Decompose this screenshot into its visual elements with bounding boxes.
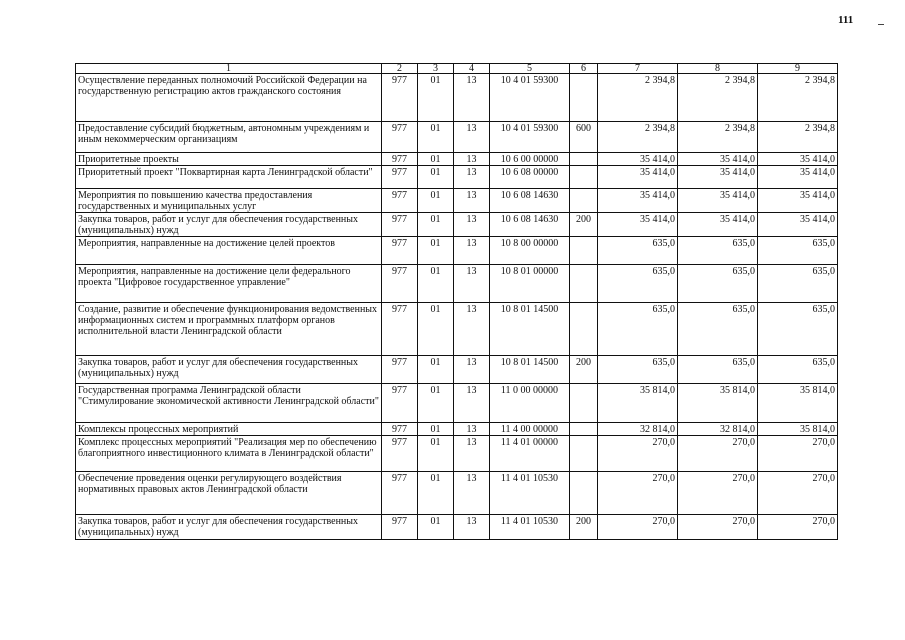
amount-col9-cell: 270,0 <box>758 472 838 515</box>
row-name-cell: Комплексы процессных мероприятий <box>76 423 382 436</box>
code-subsection-cell: 13 <box>454 122 490 153</box>
table-row <box>76 356 838 384</box>
amount-col8-cell: 635,0 <box>678 265 758 303</box>
amount-col9-cell: 635,0 <box>758 237 838 265</box>
code-subsection-cell: 13 <box>454 423 490 436</box>
row-name-cell: Приоритетный проект "Поквартирная карта Ленинградской области" <box>76 166 382 189</box>
code-admin-cell: 977 <box>382 423 418 436</box>
code-target-cell: 10 6 08 14630 <box>490 213 570 237</box>
row-name-cell: Мероприятия, направленные на достижение целей проектов <box>76 237 382 265</box>
code-subsection-cell: 13 <box>454 166 490 189</box>
amount-col8-cell: 35 414,0 <box>678 166 758 189</box>
amount-col7-cell: 35 414,0 <box>598 213 678 237</box>
code-section-cell: 01 <box>418 303 454 356</box>
header-row <box>76 64 838 74</box>
code-expense-type-cell <box>570 153 598 166</box>
amount-col8-cell: 35 414,0 <box>678 153 758 166</box>
code-section-cell: 01 <box>418 122 454 153</box>
code-target-cell: 10 6 08 14630 <box>490 189 570 213</box>
code-subsection-cell: 13 <box>454 189 490 213</box>
code-admin-cell: 977 <box>382 472 418 515</box>
code-target-cell: 10 8 01 00000 <box>490 265 570 303</box>
row-name-cell: Приоритетные проекты <box>76 153 382 166</box>
row-name-cell: Осуществление переданных полномочий Российской Федерации на государственную регистрацию актов гражданского состояния <box>76 74 382 122</box>
amount-col7-cell: 635,0 <box>598 303 678 356</box>
amount-col9-cell: 35 414,0 <box>758 213 838 237</box>
table-row <box>76 436 838 472</box>
code-expense-type-cell <box>570 472 598 515</box>
amount-col9-cell: 35 414,0 <box>758 189 838 213</box>
amount-col8-cell: 270,0 <box>678 472 758 515</box>
table-row <box>76 472 838 515</box>
code-target-cell: 11 0 00 00000 <box>490 384 570 423</box>
table-row <box>76 153 838 166</box>
budget-table <box>75 63 838 540</box>
code-target-cell: 10 4 01 59300 <box>490 74 570 122</box>
code-target-cell: 10 6 08 00000 <box>490 166 570 189</box>
code-admin-cell: 977 <box>382 189 418 213</box>
amount-col7-cell: 635,0 <box>598 237 678 265</box>
code-section-cell: 01 <box>418 356 454 384</box>
code-expense-type-cell: 200 <box>570 356 598 384</box>
table-row <box>76 189 838 213</box>
amount-col9-cell: 635,0 <box>758 265 838 303</box>
code-target-cell: 10 8 01 14500 <box>490 356 570 384</box>
row-name-cell: Закупка товаров, работ и услуг для обеспечения государственных (муниципальных) нужд <box>76 213 382 237</box>
code-expense-type-cell <box>570 436 598 472</box>
code-expense-type-cell <box>570 303 598 356</box>
code-expense-type-cell <box>570 423 598 436</box>
header-cell: 4 <box>454 64 490 74</box>
code-target-cell: 11 4 01 10530 <box>490 515 570 540</box>
amount-col8-cell: 635,0 <box>678 237 758 265</box>
code-admin-cell: 977 <box>382 153 418 166</box>
amount-col9-cell: 635,0 <box>758 356 838 384</box>
header-cell: 8 <box>678 64 758 74</box>
row-name-cell: Государственная программа Ленинградской области "Стимулирование экономической активности Ленинградской области" <box>76 384 382 423</box>
code-subsection-cell: 13 <box>454 472 490 515</box>
row-name-cell: Закупка товаров, работ и услуг для обеспечения государственных (муниципальных) нужд <box>76 356 382 384</box>
table-row <box>76 423 838 436</box>
code-admin-cell: 977 <box>382 356 418 384</box>
page-number: 111 <box>838 14 854 26</box>
amount-col7-cell: 635,0 <box>598 356 678 384</box>
amount-col7-cell: 32 814,0 <box>598 423 678 436</box>
code-section-cell: 01 <box>418 153 454 166</box>
amount-col9-cell: 35 814,0 <box>758 384 838 423</box>
code-section-cell: 01 <box>418 515 454 540</box>
header-cell: 3 <box>418 64 454 74</box>
code-section-cell: 01 <box>418 384 454 423</box>
code-section-cell: 01 <box>418 74 454 122</box>
amount-col7-cell: 270,0 <box>598 436 678 472</box>
code-section-cell: 01 <box>418 472 454 515</box>
code-subsection-cell: 13 <box>454 213 490 237</box>
amount-col8-cell: 635,0 <box>678 303 758 356</box>
row-name-cell: Предоставление субсидий бюджетным, автономным учреждениям и иным некоммерческим организациям <box>76 122 382 153</box>
amount-col9-cell: 35 814,0 <box>758 423 838 436</box>
code-expense-type-cell: 600 <box>570 122 598 153</box>
amount-col7-cell: 35 814,0 <box>598 384 678 423</box>
amount-col7-cell: 2 394,8 <box>598 74 678 122</box>
code-section-cell: 01 <box>418 265 454 303</box>
amount-col7-cell: 2 394,8 <box>598 122 678 153</box>
code-subsection-cell: 13 <box>454 265 490 303</box>
code-admin-cell: 977 <box>382 384 418 423</box>
code-expense-type-cell <box>570 265 598 303</box>
amount-col8-cell: 35 414,0 <box>678 213 758 237</box>
code-subsection-cell: 13 <box>454 303 490 356</box>
amount-col9-cell: 270,0 <box>758 515 838 540</box>
header-cell: 1 <box>76 64 382 74</box>
amount-col7-cell: 270,0 <box>598 515 678 540</box>
code-expense-type-cell <box>570 74 598 122</box>
code-expense-type-cell: 200 <box>570 515 598 540</box>
code-admin-cell: 977 <box>382 265 418 303</box>
code-target-cell: 10 6 00 00000 <box>490 153 570 166</box>
amount-col8-cell: 635,0 <box>678 356 758 384</box>
amount-col8-cell: 32 814,0 <box>678 423 758 436</box>
table-row <box>76 166 838 189</box>
code-admin-cell: 977 <box>382 166 418 189</box>
margin-mark <box>878 24 884 25</box>
row-name-cell: Мероприятия по повышению качества предоставления государственных и муниципальных услуг <box>76 189 382 213</box>
code-admin-cell: 977 <box>382 303 418 356</box>
code-subsection-cell: 13 <box>454 436 490 472</box>
code-target-cell: 10 8 00 00000 <box>490 237 570 265</box>
code-admin-cell: 977 <box>382 213 418 237</box>
table-row <box>76 122 838 153</box>
code-admin-cell: 977 <box>382 122 418 153</box>
header-cell: 7 <box>598 64 678 74</box>
amount-col8-cell: 270,0 <box>678 515 758 540</box>
code-section-cell: 01 <box>418 189 454 213</box>
row-name-cell: Мероприятия, направленные на достижение цели федерального проекта "Цифровое государственное управление" <box>76 265 382 303</box>
row-name-cell: Закупка товаров, работ и услуг для обеспечения государственных (муниципальных) нужд <box>76 515 382 540</box>
row-name-cell: Комплекс процессных мероприятий "Реализация мер по обеспечению благоприятного инвестиционного климата в Ленинградской области" <box>76 436 382 472</box>
code-target-cell: 10 8 01 14500 <box>490 303 570 356</box>
code-expense-type-cell: 200 <box>570 213 598 237</box>
header-cell: 2 <box>382 64 418 74</box>
amount-col9-cell: 35 414,0 <box>758 153 838 166</box>
code-target-cell: 11 4 01 00000 <box>490 436 570 472</box>
code-target-cell: 10 4 01 59300 <box>490 122 570 153</box>
table-row <box>76 213 838 237</box>
code-expense-type-cell <box>570 166 598 189</box>
code-section-cell: 01 <box>418 237 454 265</box>
amount-col9-cell: 2 394,8 <box>758 74 838 122</box>
code-target-cell: 11 4 01 10530 <box>490 472 570 515</box>
code-admin-cell: 977 <box>382 237 418 265</box>
code-subsection-cell: 13 <box>454 515 490 540</box>
code-subsection-cell: 13 <box>454 74 490 122</box>
table-row <box>76 515 838 540</box>
amount-col8-cell: 35 414,0 <box>678 189 758 213</box>
code-section-cell: 01 <box>418 166 454 189</box>
amount-col9-cell: 35 414,0 <box>758 166 838 189</box>
amount-col7-cell: 270,0 <box>598 472 678 515</box>
code-admin-cell: 977 <box>382 515 418 540</box>
amount-col8-cell: 270,0 <box>678 436 758 472</box>
amount-col9-cell: 270,0 <box>758 436 838 472</box>
amount-col8-cell: 2 394,8 <box>678 74 758 122</box>
row-name-cell: Обеспечение проведения оценки регулирующего воздействия нормативных правовых актов Ленинградской области <box>76 472 382 515</box>
amount-col7-cell: 35 414,0 <box>598 166 678 189</box>
amount-col8-cell: 2 394,8 <box>678 122 758 153</box>
code-expense-type-cell <box>570 237 598 265</box>
amount-col8-cell: 35 814,0 <box>678 384 758 423</box>
amount-col7-cell: 35 414,0 <box>598 189 678 213</box>
header-cell: 6 <box>570 64 598 74</box>
table-row <box>76 303 838 356</box>
row-name-cell: Создание, развитие и обеспечение функционирования ведомственных информационных систем и программных платформ органов исполнительной власти Ленинградской области <box>76 303 382 356</box>
table-row <box>76 74 838 122</box>
code-section-cell: 01 <box>418 213 454 237</box>
amount-col7-cell: 635,0 <box>598 265 678 303</box>
code-expense-type-cell <box>570 189 598 213</box>
header-cell: 9 <box>758 64 838 74</box>
code-expense-type-cell <box>570 384 598 423</box>
table-row <box>76 265 838 303</box>
code-subsection-cell: 13 <box>454 356 490 384</box>
header-cell: 5 <box>490 64 570 74</box>
code-subsection-cell: 13 <box>454 153 490 166</box>
code-subsection-cell: 13 <box>454 237 490 265</box>
amount-col7-cell: 35 414,0 <box>598 153 678 166</box>
code-subsection-cell: 13 <box>454 384 490 423</box>
code-section-cell: 01 <box>418 423 454 436</box>
code-admin-cell: 977 <box>382 436 418 472</box>
table-row <box>76 384 838 423</box>
amount-col9-cell: 635,0 <box>758 303 838 356</box>
code-section-cell: 01 <box>418 436 454 472</box>
code-target-cell: 11 4 00 00000 <box>490 423 570 436</box>
code-admin-cell: 977 <box>382 74 418 122</box>
amount-col9-cell: 2 394,8 <box>758 122 838 153</box>
table-row <box>76 237 838 265</box>
